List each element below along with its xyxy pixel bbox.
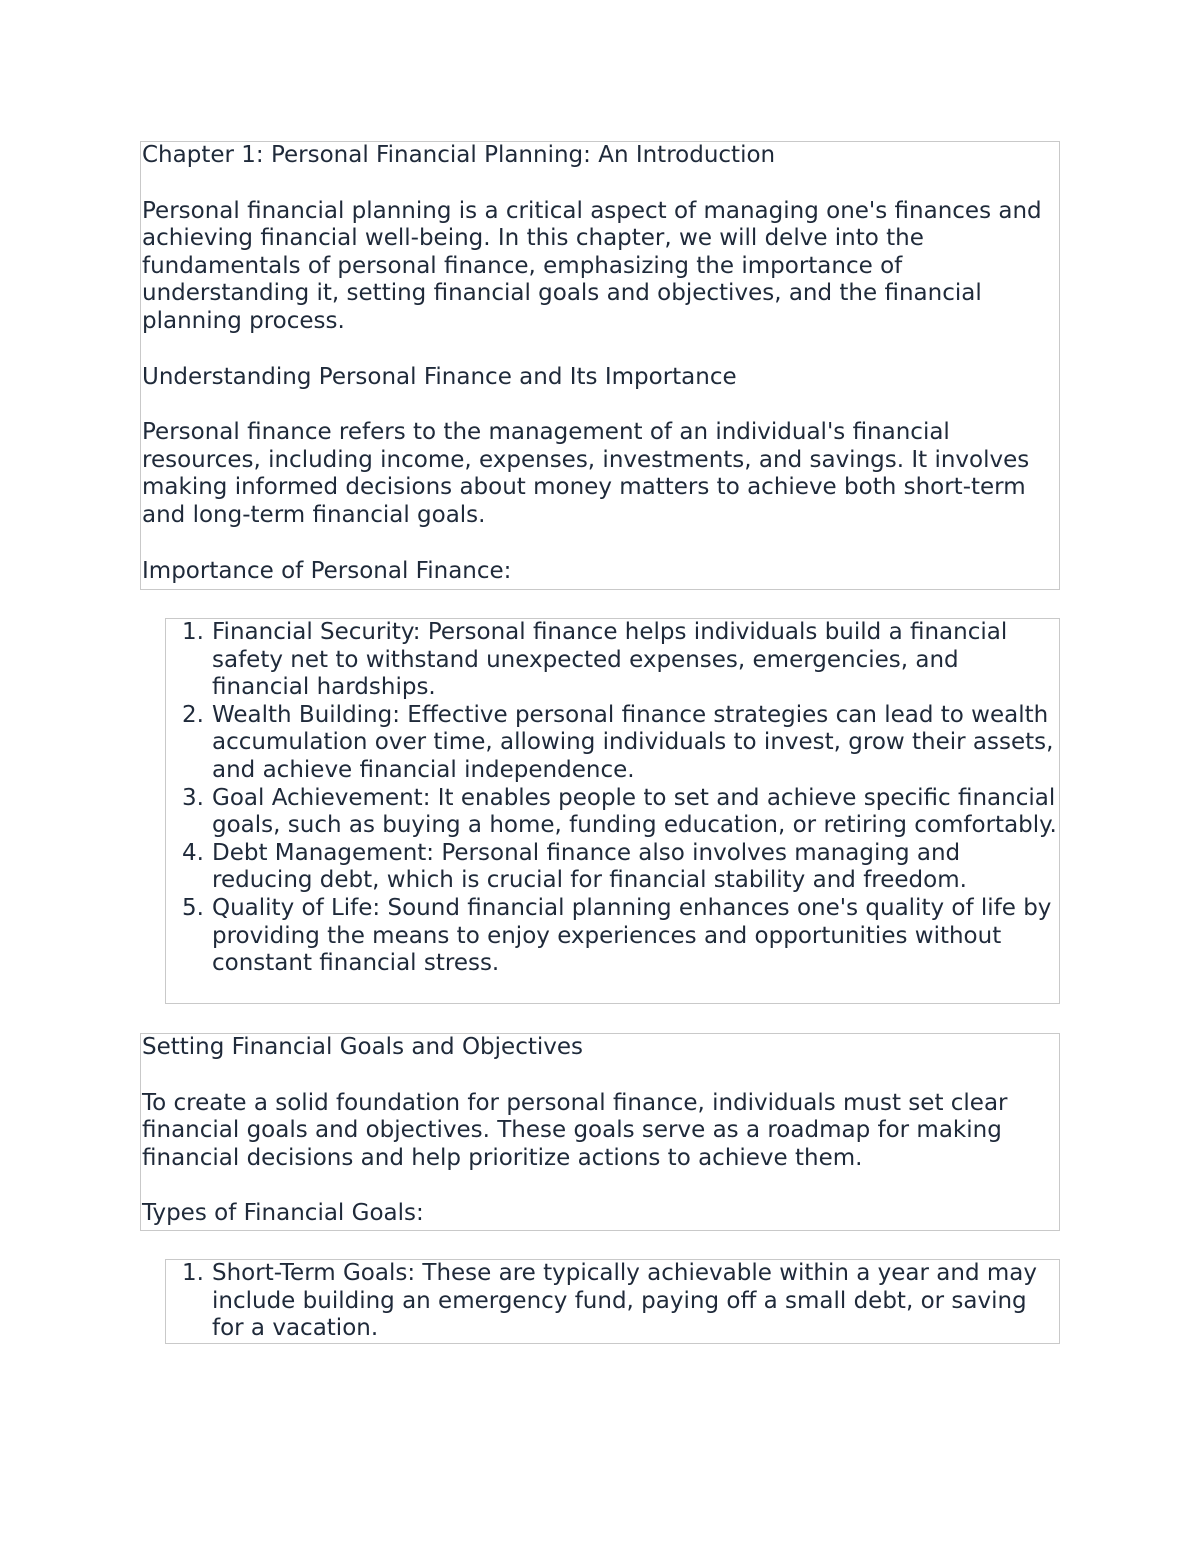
section-subheading: Understanding Personal Finance and Its Importance	[142, 363, 737, 390]
list-item: 4. Debt Management: Personal finance also involves managing and reducing debt, which is crucial for financial stability and freedom.	[182, 839, 967, 894]
goals-list-heading: Types of Financial Goals:	[142, 1200, 424, 1227]
goals-section-title: Setting Financial Goals and Objectives	[142, 1034, 583, 1060]
list-item: 5. Quality of Life: Sound financial planning enhances one's quality of life by providing the means to enjoy experiences and opportunities without constant financial stress.	[182, 894, 1052, 977]
list-item: 2. Wealth Building: Effective personal finance strategies can lead to wealth accumulation over time, allowing individuals to invest, grow their assets, and achieve financial independence.	[182, 701, 1054, 783]
intro-paragraph: Personal financial planning is a critical aspect of managing one's finances and achieving financial well-being. In this chapter, we will delve into the fundamentals of personal finance, emphasizing the importance of understanding it, setting financial goals and objectives, and the financial planning process.	[142, 197, 1042, 334]
goals-intro-paragraph: To create a solid foundation for personal finance, individuals must set clear financial goals and objectives. These goals serve as a roadmap for making financial decisions and help prioritize actions to achieve them.	[142, 1089, 1008, 1171]
goals-list-block	[165, 1259, 1060, 1344]
list-item: 1. Short-Term Goals: These are typically achievable within a year and may include building an emergency fund, paying off a small debt, or saving for a vacation.	[182, 1260, 1037, 1342]
list-item: 1. Financial Security: Personal finance helps individuals build a financial safety net to withstand unexpected expenses, emergencies, and financial hardships.	[182, 619, 1008, 701]
importance-list	[166, 619, 1059, 978]
chapter-title: Chapter 1: Personal Financial Planning: An Introduction	[142, 142, 776, 168]
list-item: 3. Goal Achievement: It enables people to set and achieve specific financial goals, such as buying a home, funding education, or retiring comfortably.	[182, 784, 1057, 839]
goals-text-block	[140, 1033, 1060, 1231]
definition-paragraph: Personal finance refers to the management of an individual's financial resources, including income, expenses, investments, and savings. It involves making informed decisions about money matters to achieve both short-term and long-term financial goals.	[142, 419, 1030, 528]
goals-list	[166, 1260, 1059, 1343]
importance-list-heading: Importance of Personal Finance:	[142, 557, 512, 584]
importance-list-block	[165, 618, 1060, 1004]
intro-text-block	[140, 141, 1060, 590]
